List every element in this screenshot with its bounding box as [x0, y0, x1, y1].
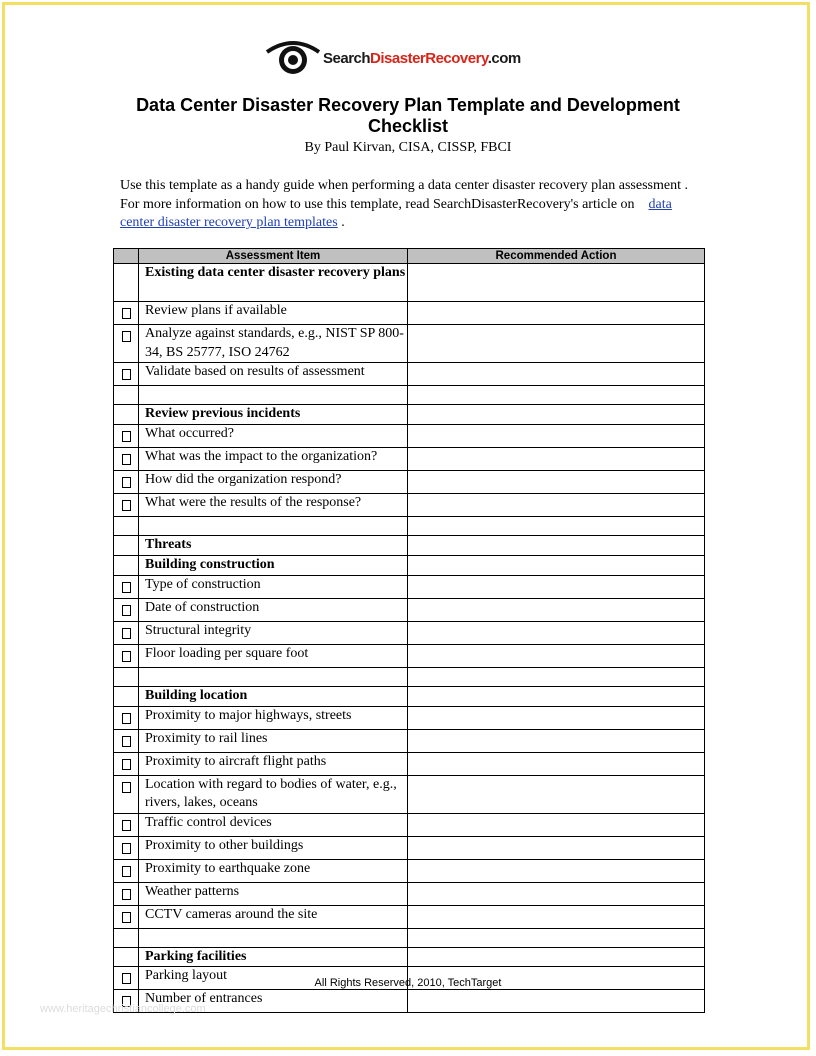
assessment-item-cell: Proximity to earthquake zone	[139, 859, 408, 882]
logo-text-search: Search	[323, 49, 371, 67]
recommended-action-cell[interactable]	[408, 405, 705, 425]
intro-text: Use this template as a handy guide when performing a data center disaster recovery plan assessment . For more information on how to use this template, read SearchDisasterRecovery's article on	[120, 178, 688, 212]
checklist-row	[114, 775, 705, 813]
checkbox[interactable]	[122, 605, 131, 616]
assessment-item-cell: Weather patterns	[139, 882, 408, 905]
checklist-row	[114, 644, 705, 667]
checkbox-cell	[114, 363, 139, 386]
checkbox[interactable]	[122, 843, 131, 854]
recommended-action-cell[interactable]	[408, 575, 705, 598]
intro-end: .	[341, 215, 345, 230]
assessment-item-cell: Parking facilities	[139, 947, 408, 967]
section-heading-row	[114, 536, 705, 556]
assessment-item-cell	[139, 667, 408, 686]
recommended-action-cell[interactable]	[408, 555, 705, 575]
assessment-item-cell: What occurred?	[139, 425, 408, 448]
checkbox-cell	[114, 928, 139, 947]
recommended-action-cell[interactable]	[408, 729, 705, 752]
checkbox-cell	[114, 882, 139, 905]
logo-text-com: .com	[487, 49, 521, 67]
blank-row	[114, 928, 705, 947]
checkbox[interactable]	[122, 628, 131, 639]
recommended-action-cell[interactable]	[408, 494, 705, 517]
assessment-item-cell: Review plans if available	[139, 302, 408, 325]
checkbox[interactable]	[122, 331, 131, 342]
checkbox-cell	[114, 752, 139, 775]
recommended-action-cell[interactable]	[408, 621, 705, 644]
checkbox-cell	[114, 517, 139, 536]
recommended-action-cell[interactable]	[408, 425, 705, 448]
recommended-action-cell[interactable]	[408, 471, 705, 494]
site-logo[interactable]	[265, 38, 521, 78]
blank-row	[114, 667, 705, 686]
recommended-action-cell[interactable]	[408, 836, 705, 859]
assessment-item-cell	[139, 928, 408, 947]
assessment-item-header: Assessment Item	[139, 249, 408, 264]
assessment-item-cell: Proximity to major highways, streets	[139, 706, 408, 729]
assessment-item-cell	[139, 517, 408, 536]
recommended-action-cell[interactable]	[408, 882, 705, 905]
checklist-row	[114, 905, 705, 928]
checkbox-cell	[114, 325, 139, 363]
checkbox-cell	[114, 706, 139, 729]
recommended-action-cell[interactable]	[408, 775, 705, 813]
eye-logo-icon	[265, 38, 321, 78]
recommended-action-cell[interactable]	[408, 686, 705, 706]
section-heading-row	[114, 947, 705, 967]
document-title: Data Center Disaster Recovery Plan Template and Development Checklist	[136, 95, 680, 136]
checkbox-cell	[114, 302, 139, 325]
assessment-item-cell: Structural integrity	[139, 621, 408, 644]
checkbox[interactable]	[122, 431, 131, 442]
recommended-action-cell[interactable]	[408, 644, 705, 667]
assessment-item-cell: What was the impact to the organization?	[139, 448, 408, 471]
assessment-item-cell: Floor loading per square foot	[139, 644, 408, 667]
assessment-item-cell: Type of construction	[139, 575, 408, 598]
checkbox[interactable]	[122, 782, 131, 793]
section-heading-row	[114, 686, 705, 706]
checkbox-cell	[114, 471, 139, 494]
section-heading-row	[114, 264, 705, 302]
assessment-item-cell: Date of construction	[139, 598, 408, 621]
recommended-action-header: Recommended Action	[408, 249, 705, 264]
checkbox-cell	[114, 405, 139, 425]
recommended-action-cell[interactable]	[408, 752, 705, 775]
recommended-action-cell[interactable]	[408, 990, 705, 1013]
recommended-action-cell[interactable]	[408, 859, 705, 882]
assessment-item-cell: Existing data center disaster recovery plans	[139, 264, 408, 302]
checklist-body	[114, 264, 705, 1013]
checklist-row	[114, 325, 705, 363]
assessment-item-cell: Building location	[139, 686, 408, 706]
assessment-item-cell: Building construction	[139, 555, 408, 575]
checkbox-cell	[114, 775, 139, 813]
intro-paragraph	[120, 177, 700, 233]
checkbox[interactable]	[122, 369, 131, 380]
copyright-footer: All Rights Reserved, 2010, TechTarget	[314, 977, 502, 989]
recommended-action-cell[interactable]	[408, 598, 705, 621]
checkbox[interactable]	[122, 912, 131, 923]
recommended-action-cell[interactable]	[408, 928, 705, 947]
checklist-row	[114, 425, 705, 448]
checkbox[interactable]	[122, 759, 131, 770]
recommended-action-cell[interactable]	[408, 325, 705, 363]
checklist-row	[114, 813, 705, 836]
checkbox[interactable]	[122, 736, 131, 747]
checkbox-cell	[114, 859, 139, 882]
checkbox[interactable]	[122, 651, 131, 662]
assessment-item-cell	[139, 386, 408, 405]
checklist-row	[114, 494, 705, 517]
author-line: By Paul Kirvan, CISA, CISSP, FBCI	[304, 140, 512, 155]
recommended-action-cell[interactable]	[408, 302, 705, 325]
checkbox-cell	[114, 836, 139, 859]
checklist-row	[114, 363, 705, 386]
checklist-row	[114, 836, 705, 859]
checkbox-cell	[114, 729, 139, 752]
recommended-action-cell[interactable]	[408, 706, 705, 729]
checklist-row	[114, 575, 705, 598]
recommended-action-cell[interactable]	[408, 386, 705, 405]
checkbox-cell	[114, 644, 139, 667]
checklist-row	[114, 448, 705, 471]
logo-text	[323, 50, 521, 67]
checkbox-cell	[114, 813, 139, 836]
checklist-row	[114, 302, 705, 325]
assessment-item-cell: How did the organization respond?	[139, 471, 408, 494]
checkbox-cell	[114, 264, 139, 302]
section-heading-row	[114, 555, 705, 575]
recommended-action-cell[interactable]	[408, 667, 705, 686]
checkbox-cell	[114, 536, 139, 556]
assessment-item-cell: What were the results of the response?	[139, 494, 408, 517]
checklist-row	[114, 598, 705, 621]
checkbox[interactable]	[122, 713, 131, 724]
checklist-row	[114, 729, 705, 752]
checkbox-cell	[114, 494, 139, 517]
checkbox-cell	[114, 905, 139, 928]
checkbox[interactable]	[122, 308, 131, 319]
table-header-row	[114, 249, 705, 264]
assessment-item-cell: Validate based on results of assessment	[139, 363, 408, 386]
recommended-action-cell[interactable]	[408, 813, 705, 836]
checkbox[interactable]	[122, 866, 131, 877]
checkbox[interactable]	[122, 820, 131, 831]
checklist-row	[114, 752, 705, 775]
assessment-checklist-table	[113, 248, 705, 1013]
checkbox[interactable]	[122, 889, 131, 900]
watermark-text: www.heritagechristiancollege.com	[40, 1003, 206, 1015]
checkbox-cell	[114, 947, 139, 967]
recommended-action-cell[interactable]	[408, 947, 705, 967]
checklist-row	[114, 882, 705, 905]
checklist-row	[114, 859, 705, 882]
assessment-item-cell: CCTV cameras around the site	[139, 905, 408, 928]
recommended-action-cell[interactable]	[408, 363, 705, 386]
checkbox[interactable]	[122, 500, 131, 511]
checkbox-cell	[114, 686, 139, 706]
assessment-item-cell: Proximity to aircraft flight paths	[139, 752, 408, 775]
checkbox-cell	[114, 425, 139, 448]
assessment-item-cell: Threats	[139, 536, 408, 556]
checkbox[interactable]	[122, 477, 131, 488]
section-heading-row	[114, 405, 705, 425]
recommended-action-cell[interactable]	[408, 264, 705, 302]
checkbox-cell	[114, 621, 139, 644]
checklist-row	[114, 706, 705, 729]
checkbox-cell	[114, 667, 139, 686]
assessment-item-cell: Proximity to other buildings	[139, 836, 408, 859]
recommended-action-cell[interactable]	[408, 905, 705, 928]
checkbox-column-header	[114, 249, 139, 264]
logo-text-disaster: DisasterRecovery	[370, 49, 488, 67]
checkbox-cell	[114, 555, 139, 575]
assessment-item-cell: Proximity to rail lines	[139, 729, 408, 752]
checkbox[interactable]	[122, 454, 131, 465]
assessment-item-cell: Location with regard to bodies of water, e.g., rivers, lakes, oceans	[139, 775, 408, 813]
assessment-item-cell: Analyze against standards, e.g., NIST SP 800-34, BS 25777, ISO 24762	[139, 325, 408, 363]
assessment-item-cell: Traffic control devices	[139, 813, 408, 836]
recommended-action-cell[interactable]	[408, 517, 705, 536]
assessment-item-cell: Parking layout	[139, 967, 408, 990]
blank-row	[114, 386, 705, 405]
templates-article-link[interactable]: data center disaster recovery plan templates	[120, 196, 672, 230]
recommended-action-cell[interactable]	[408, 448, 705, 471]
assessment-item-cell: Number of entrances	[139, 990, 408, 1013]
checkbox-cell	[114, 448, 139, 471]
checkbox-cell	[114, 598, 139, 621]
checkbox[interactable]	[122, 582, 131, 593]
checkbox-cell	[114, 386, 139, 405]
assessment-item-cell: Review previous incidents	[139, 405, 408, 425]
checkbox-cell	[114, 575, 139, 598]
blank-row	[114, 517, 705, 536]
recommended-action-cell[interactable]	[408, 536, 705, 556]
checklist-row	[114, 471, 705, 494]
checklist-row	[114, 621, 705, 644]
